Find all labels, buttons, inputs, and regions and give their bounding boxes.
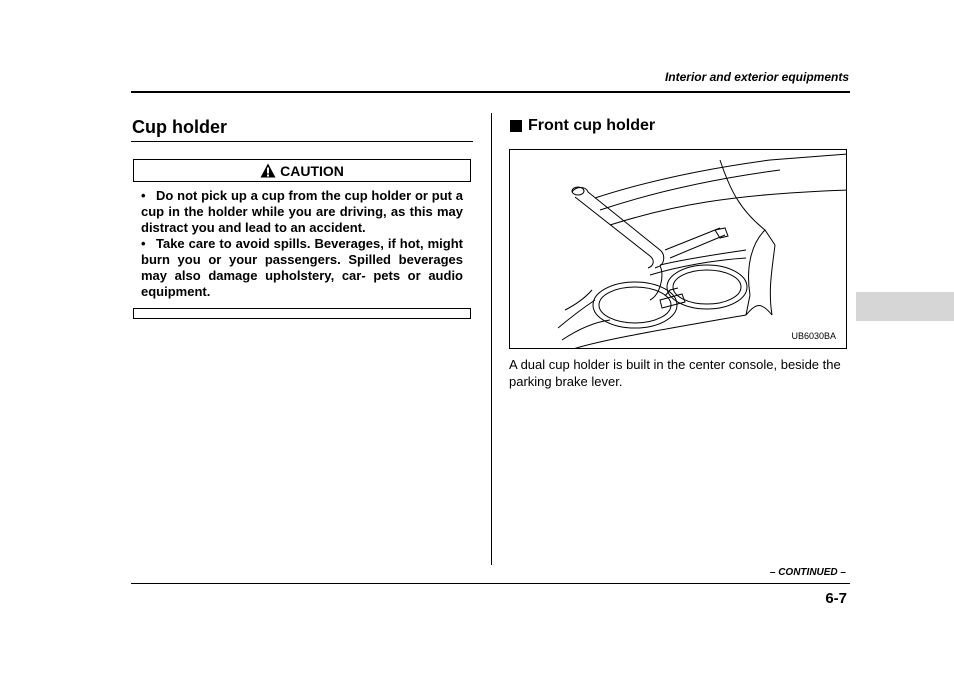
- caution-bullet-text: Do not pick up a cup from the cup holder or put a cup in the holder while you are driving, as this may distract you and lead to an accident.: [141, 188, 463, 235]
- section-title: Cup holder: [132, 117, 227, 137]
- bullet-dot-icon: •: [141, 236, 146, 251]
- square-bullet-icon: [510, 120, 522, 132]
- bullet-dot-icon: •: [141, 188, 146, 203]
- body-paragraph: A dual cup holder is built in the center console, beside the parking brake lever.: [509, 357, 841, 389]
- caution-bullet: [141, 236, 463, 300]
- subsection-title: [510, 117, 655, 135]
- figure-code: UB6030BA: [791, 331, 836, 341]
- continued-label: – CONTINUED –: [769, 567, 846, 578]
- running-header: Interior and exterior equipments: [664, 70, 849, 84]
- caution-header: [133, 159, 471, 182]
- header-rule: [131, 91, 850, 93]
- subsection-title-text: Front cup holder: [528, 117, 656, 134]
- caution-body: [141, 188, 463, 300]
- cup-holder-illustration: [510, 150, 847, 349]
- chapter-tab: [856, 292, 954, 321]
- page-number: 6-7: [825, 590, 847, 607]
- caution-label: CAUTION: [280, 162, 344, 179]
- section-rule: [131, 141, 473, 142]
- caution-bullet: [141, 188, 463, 236]
- caution-footer: [133, 308, 471, 319]
- caution-bullet-text: Take care to avoid spills. Beverages, if hot, might burn you or your passengers. Spilled beverages may also damage upholstery, car- pets or audio equipment.: [141, 236, 463, 299]
- column-divider: [491, 113, 492, 565]
- warning-triangle-icon: [260, 163, 276, 178]
- cup-holder-figure: [509, 149, 847, 349]
- footer-rule: [131, 583, 850, 584]
